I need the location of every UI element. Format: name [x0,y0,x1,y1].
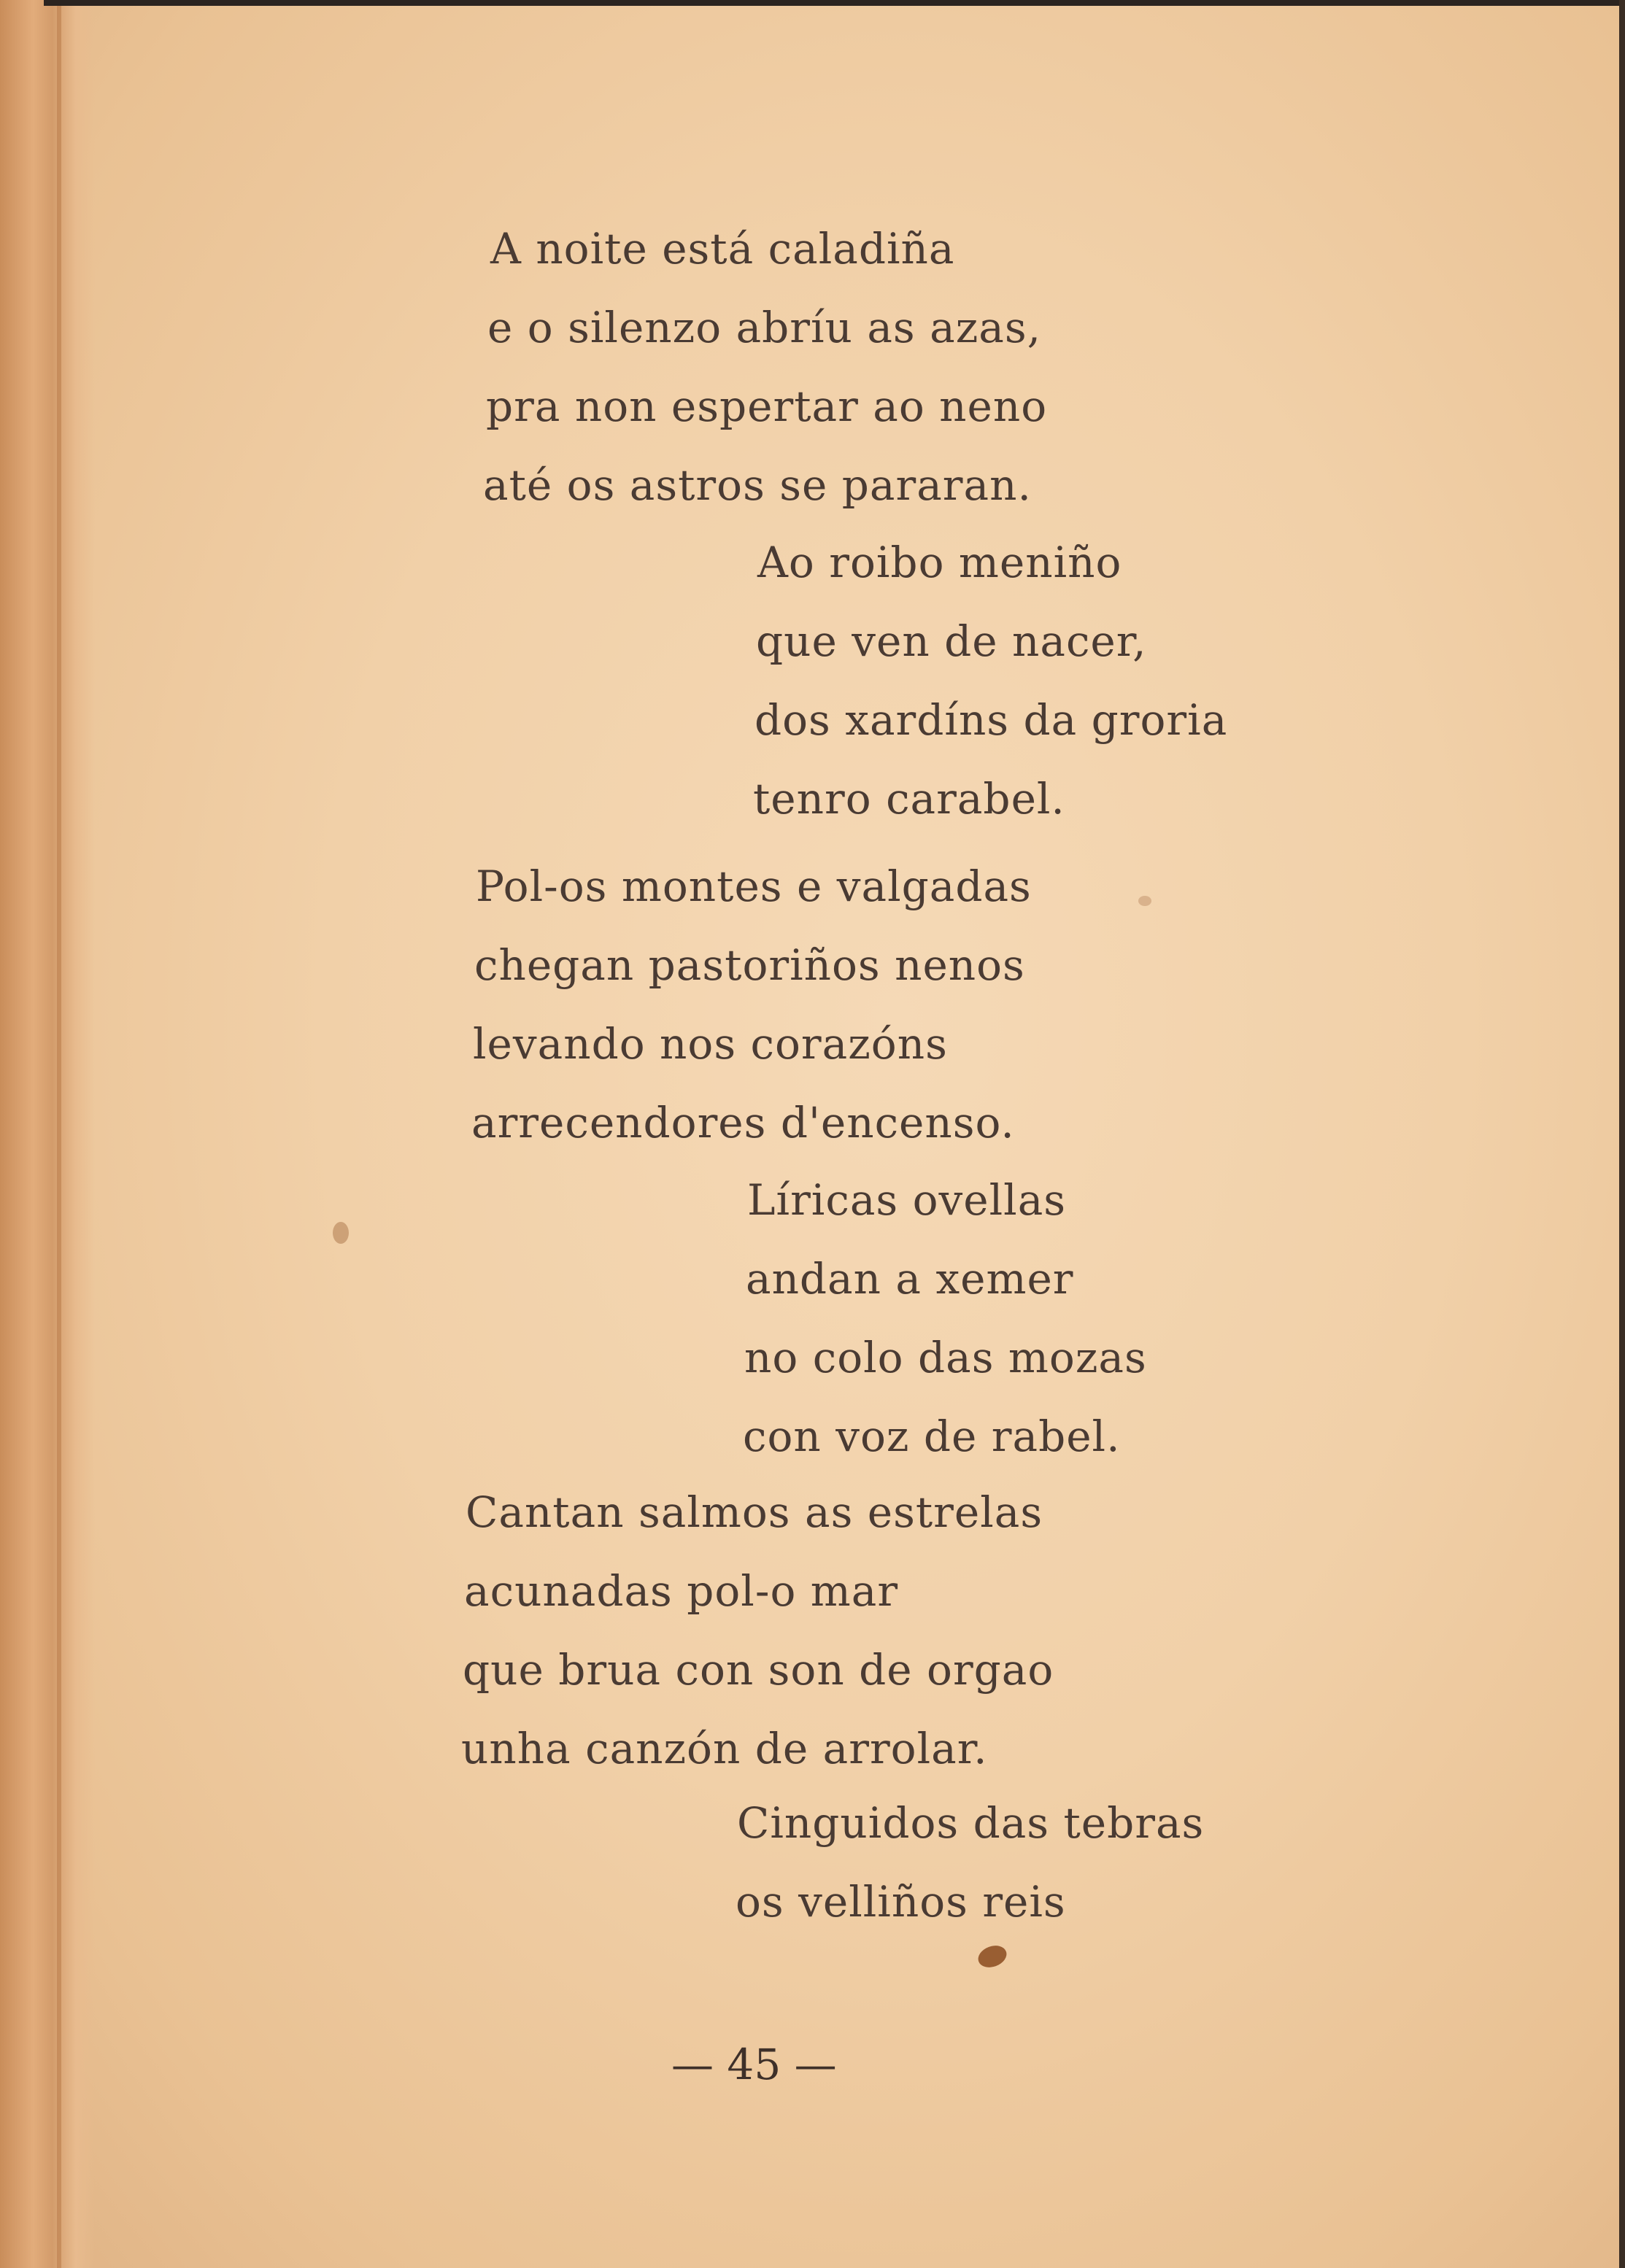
poem-line: chegan pastoriños nenos [474,940,1025,990]
poem-line: unha canzón de arrolar. [461,1724,988,1773]
poem-line: tenro carabel. [753,774,1065,824]
poem-line: Cantan salmos as estrelas [466,1487,1043,1537]
poem-line: que brua con son de orgao [463,1645,1054,1695]
poem-line: Ao roibo meniño [757,538,1122,587]
poem-line: andan a xemer [746,1254,1074,1304]
poem-line: e o silenzo abríu as azas, [487,303,1042,352]
poem-line: dos xardíns da groria [754,695,1228,745]
poem-line: no colo das mozas [744,1333,1147,1382]
poem-line: até os astros se pararan. [483,460,1032,510]
poem-line: Cinguidos das tebras [737,1798,1205,1848]
poem-line: con voz de rabel. [743,1412,1121,1461]
poem-line: A noite está caladiña [490,224,955,274]
poem-line: os velliños reis [736,1877,1066,1927]
poem-line: acunadas pol-o mar [464,1566,899,1616]
poem-line: arrecendores d'encenso. [471,1098,1015,1147]
poem-line: Líricas ovellas [747,1175,1067,1225]
poem-line: que ven de nacer, [756,616,1147,666]
poem-line: levando nos corazóns [473,1019,948,1069]
poem-line: Pol-os montes e valgadas [476,862,1032,911]
page-number: — 45 — [671,2040,837,2089]
poem-line: pra non espertar ao neno [486,382,1048,431]
